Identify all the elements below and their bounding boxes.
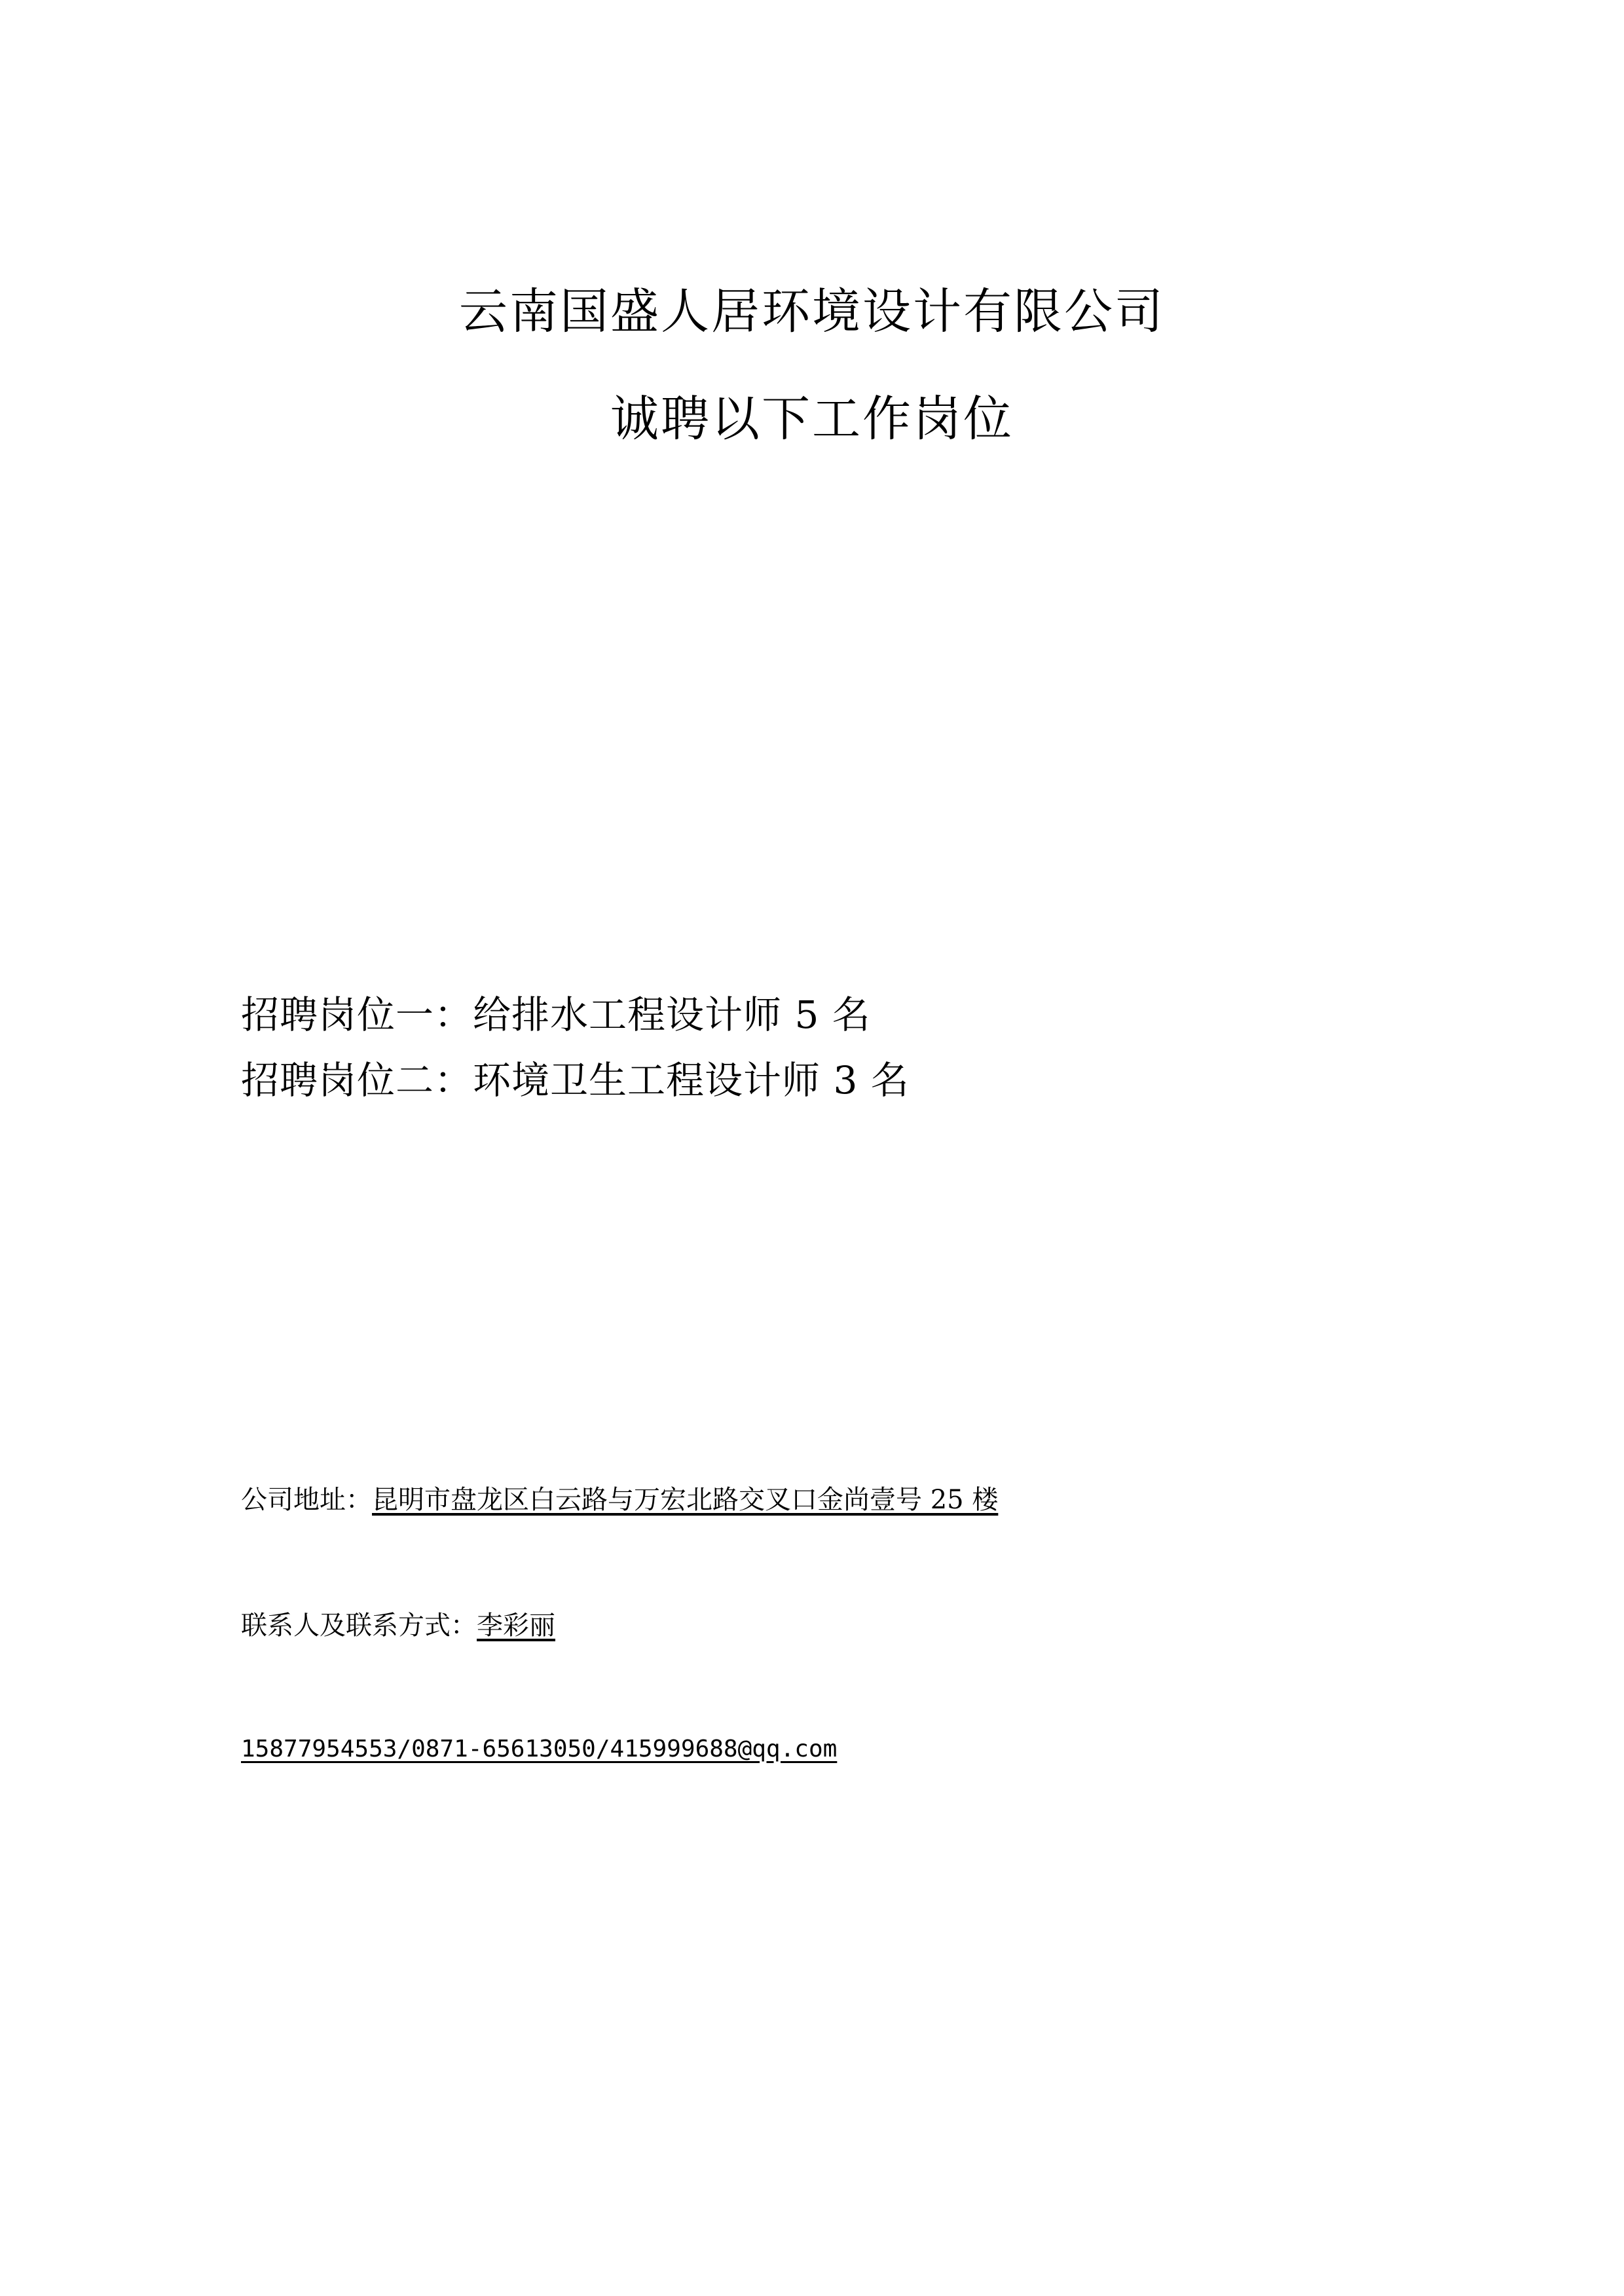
position-item-2: 招聘岗位二：环境卫生工程设计师 3 名	[241, 1058, 910, 1102]
positions-list	[241, 982, 1420, 1113]
page-title-line-1: 云南国盛人居环境设计有限公司	[459, 283, 1165, 340]
page-title-line-2: 诚聘以下工作岗位	[610, 391, 1014, 447]
contact-details-value: 15877954553/0871-65613050/415999688@qq.com	[241, 1736, 838, 1762]
contact-person-label: 联系人及联系方式：	[241, 1611, 477, 1641]
position-item-1: 招聘岗位一：给排水工程设计师 5 名	[241, 993, 871, 1037]
contact-person-value: 李彩丽	[477, 1611, 555, 1641]
contact-person-row	[241, 1605, 1485, 1646]
company-address-row	[241, 1480, 1485, 1520]
document-title-block	[0, 275, 1624, 456]
company-address-label: 公司地址：	[241, 1485, 372, 1515]
contact-block	[241, 1480, 1485, 1768]
company-address-value: 昆明市盘龙区白云路与万宏北路交叉口金尚壹号 25 楼	[372, 1485, 999, 1515]
